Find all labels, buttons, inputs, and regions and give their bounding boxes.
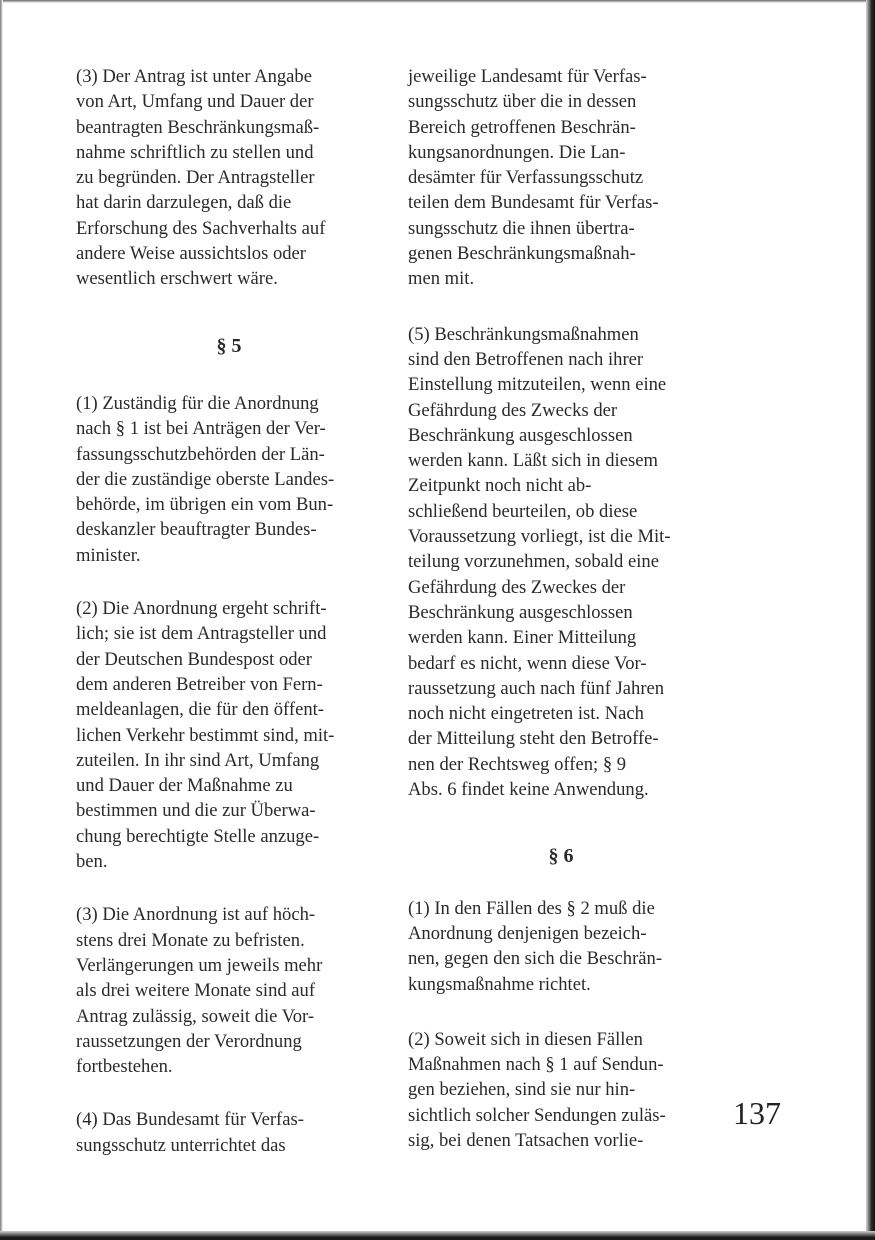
section-heading-6: § 6 — [548, 845, 574, 868]
paragraph-5-1-zustaendigkeit: (1) Zuständig für die Anordnung nach § 1 ist bei Anträgen der Ver- fassungsschutzbehörden der Län- der die zuständige oberste Landes- behörde, im übrigen ein vom Bun- deskanzler beauftragter Bundes- minister. — [76, 392, 335, 566]
paragraph-5-4-continued: jeweilige Landesamt für Verfas- sungsschutz über die in dessen Bereich getroffenen Beschrän- kungsanordnungen. Die Lan- desämter für Verfassungsschutz teilen dem Bundesamt für Verfas- sungsschutz die ihnen übertra- genen Beschränkungsmaßnah- men mit. — [408, 66, 659, 290]
paragraph-6-2-sendungen: (2) Soweit sich in diesen Fällen Maßnahmen nach § 1 auf Sendun- gen beziehen, sind sie nur hin- sichtlich solcher Sendungen zuläs- sig, bei denen Tatsachen vorlie- — [408, 1028, 666, 1151]
paragraph-6-1-faelle: (1) In den Fällen des § 2 muß die Anordnung denjenigen bezeich- nen, gegen den sich die Beschrän- kungsmaßnahme richtet. — [408, 897, 663, 995]
scan-edge-right — [866, 0, 875, 1240]
scan-edge-left — [0, 0, 3, 1240]
paragraph-3-antrag: (3) Der Antrag ist unter Angabe von Art, Umfang und Dauer der beantragten Beschränkungsmaß- nahme schriftlich zu stellen und zu begründen. Der Antragsteller hat darin darzulegen, daß die Erforschung des Sachverhalts auf andere Weise aussichtslos oder wesentlich erschwert wäre. — [76, 66, 326, 290]
paragraph-5-5-mitteilung: (5) Beschränkungsmaßnahmen sind den Betroffenen nach ihrer Einstellung mitzuteilen, wenn eine Gefährdung des Zwecks der Beschränkung ausgeschlossen werden kann. Läßt sich in diesem Zeitpunkt noch nicht ab- schließend beurteilen, ob diese Voraussetzung vorliegt, ist die Mit- teilung vorzunehmen, sobald eine Gefährdung des Zweckes der Beschränkung ausgeschlossen werden kann. Einer Mitteilung bedarf es nicht, wenn diese Vor- raussetzung auch nach fünf Jahren noch nicht eingetreten ist. Nach der Mitteilung steht den Betroffe- nen der Rechtsweg offen; § 9 Abs. 6 findet keine Anwendung. — [408, 323, 671, 801]
paragraph-5-3-befristung: (3) Die Anordnung ist auf höch- stens drei Monate zu befristen. Verlängerungen um jeweils mehr als drei weitere Monate sind auf Antrag zulässig, soweit die Vor- raussetzungen der Verordnung fortbestehen. — [76, 904, 323, 1078]
section-heading-5: § 5 — [216, 334, 242, 357]
page-number: 137 — [733, 1095, 781, 1131]
scan-edge-top — [0, 0, 875, 3]
paragraph-5-2-anordnung: (2) Die Anordnung ergeht schrift- lich; sie ist dem Antragsteller und der Deutschen Bundespost oder dem anderen Betreiber von Fern- meldeanlagen, die für den öffent- lichen Verkehr bestimmt sind, mit- zuteilen. In ihr sind Art, Umfang und Dauer der Maßnahme zu bestimmen und die zur Überwa- chung berechtigte Stelle anzuge- ben. — [76, 598, 335, 873]
left-column — [76, 64, 382, 1158]
paragraph-5-4-bundesamt: (4) Das Bundesamt für Verfas- sungsschutz unterrichtet das — [76, 1109, 304, 1156]
scan-edge-bottom — [0, 1231, 875, 1240]
right-column — [408, 64, 714, 1153]
